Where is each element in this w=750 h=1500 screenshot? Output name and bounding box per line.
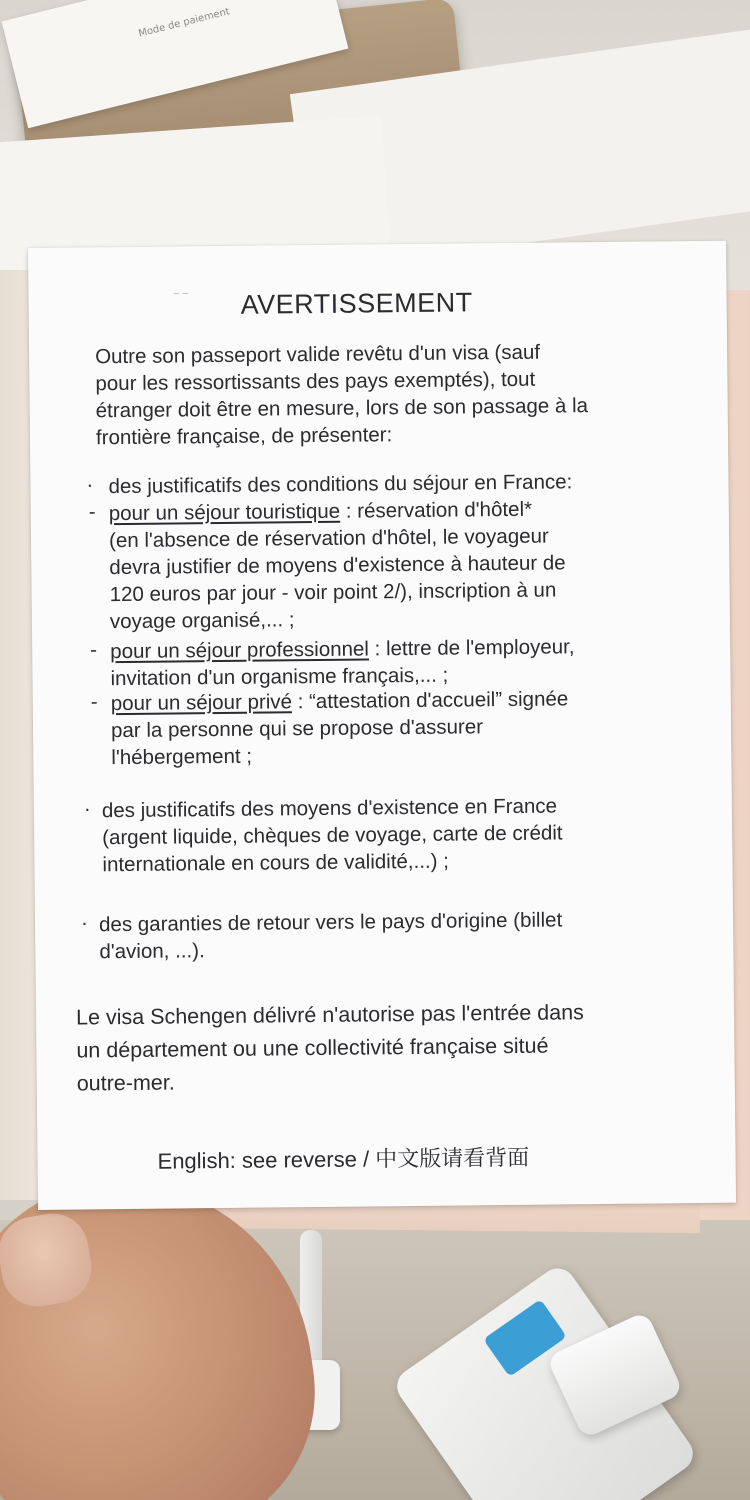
- section3-line: d'avion, ...).: [99, 939, 205, 964]
- tourist-stay-text: (en l'absence de réservation d'hôtel, le voyageur: [108, 524, 549, 553]
- intro-paragraph: [95, 338, 588, 451]
- private-stay-text: : “attestation d'accueil” signée: [291, 687, 569, 714]
- section3-line: des garanties de retour vers le pays d'origine (billet: [98, 908, 563, 937]
- section3-paragraph: [99, 906, 563, 965]
- tourist-stay-label: pour un séjour touristique: [108, 499, 341, 526]
- section2-paragraph: [102, 792, 563, 878]
- notice-card: [28, 241, 736, 1210]
- tourist-stay-text: devra justifier de moyens d'existence à hauteur de: [109, 551, 566, 580]
- intro-line: Outre son passeport valide revêtu d'un visa (sauf: [95, 340, 541, 369]
- schengen-line: outre-mer.: [76, 1070, 175, 1096]
- schengen-line: Le visa Schengen délivré n'autorise pas l'entrée dans: [75, 1000, 584, 1030]
- bullet-point: ·: [86, 473, 94, 497]
- schengen-line: un département ou une collectivité française situé: [76, 1033, 549, 1063]
- private-stay-item: [111, 685, 569, 771]
- intro-line: pour les ressortissants des pays exemptés), tout: [95, 367, 536, 396]
- background-paper-text: Mode de paiement: [137, 6, 231, 40]
- private-stay-label: pour un séjour privé: [110, 690, 293, 716]
- tourist-stay-text: : réservation d'hôtel*: [339, 497, 533, 523]
- notice-stamp: — —: [173, 290, 189, 298]
- language-footer: English: see reverse / 中文版请看背面: [157, 1144, 530, 1174]
- dash-marker: -: [90, 690, 98, 714]
- professional-stay-text: : lettre de l'employeur,: [368, 635, 575, 661]
- section2-line: des justificatifs des moyens d'existence en France: [101, 794, 558, 823]
- bullet-point: ·: [83, 797, 91, 821]
- tourist-stay-item: [109, 495, 567, 635]
- schengen-paragraph: [76, 996, 585, 1100]
- section2-line: (argent liquide, chèques de voyage, carte de crédit: [102, 821, 563, 850]
- intro-line: étranger doit être en mesure, lors de son passage à la: [95, 394, 589, 423]
- professional-stay-label: pour un séjour professionnel: [110, 637, 370, 664]
- notice-title: AVERTISSEMENT: [240, 287, 473, 320]
- dash-marker: -: [88, 500, 96, 524]
- tourist-stay-text: voyage organisé,... ;: [109, 608, 295, 634]
- dash-marker: -: [90, 638, 98, 662]
- intro-line: frontière française, de présenter:: [95, 423, 393, 450]
- professional-stay-item: [110, 633, 575, 692]
- bullet-point: ·: [80, 911, 89, 935]
- section1-heading: des justificatifs des conditions du séjour en France:: [108, 470, 573, 499]
- private-stay-text: l'hébergement ;: [111, 744, 253, 770]
- tourist-stay-text: 120 euros par jour - voir point 2/), inscription à un: [109, 578, 557, 607]
- private-stay-text: par la personne qui se propose d'assurer: [110, 715, 484, 743]
- section2-line: internationale en cours de validité,...) ;: [102, 849, 449, 877]
- professional-stay-text: invitation d'un organisme français,... ;: [110, 663, 449, 691]
